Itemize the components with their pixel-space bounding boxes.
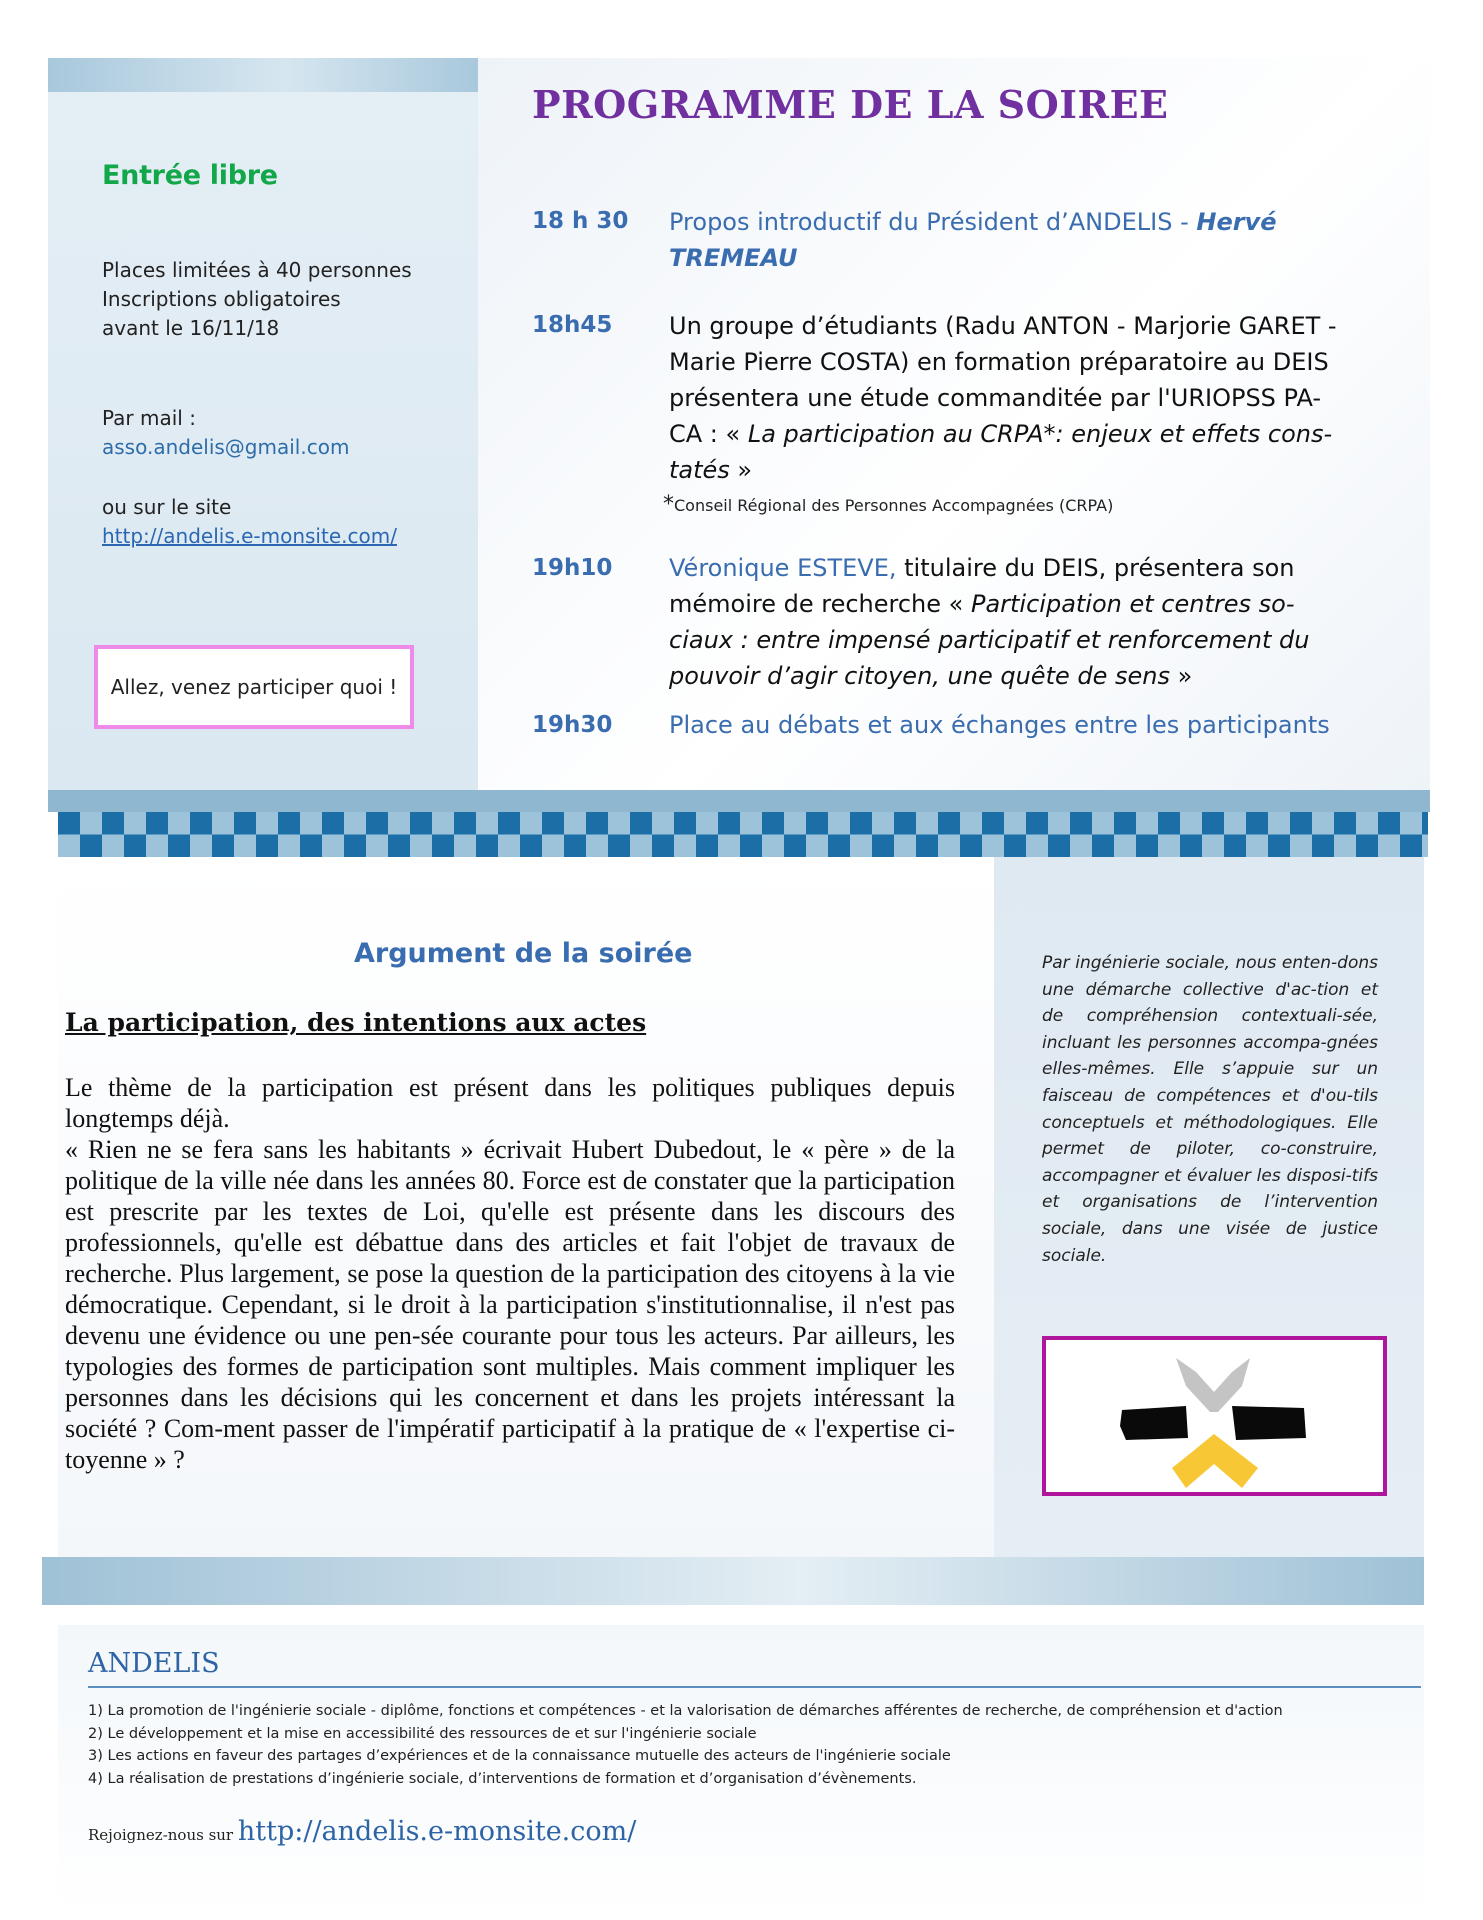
argument-paragraph: « Rien ne se fera sans les habitants » écrivait Hubert Dubedout, le « père » de la politique de la ville née dans les années 80. Force est de constater que la participation est prescrite par les textes de Loi, qu'elle est présente dans les discours des professionnels, qu'elle est débattue dans des articles et fait l'objet de travaux de recherche. Plus largement, se pose la question de la participation des citoyens à la vie démocratique. Cependant, si le droit à la participation s'institutionnalise, il n'est pas devenu une évidence ou une pen-sée courante pour tous les acteurs. Par ailleurs, les typologies des formes de participation sont multiples. Mais comment impliquer les personnes dans les décisions qui les concernent et dans les projets intéressant la société ? Com-ment passer de l'impératif participatif à la pratique de « l'expertise ci-toyenne » ? [65, 1135, 955, 1474]
argument-paragraph: Le thème de la participation est présent dans les politiques publiques depuis longtemps déjà. [65, 1073, 955, 1133]
decor-band [48, 790, 1430, 812]
mail-info [102, 404, 349, 462]
argument-body [65, 1072, 955, 1475]
andelis-logo [1046, 1340, 1383, 1492]
footer-org-name: ANDELIS [88, 1648, 220, 1679]
callout-text: Allez, venez participer quoi ! [110, 675, 398, 699]
top-decor-bar [48, 58, 478, 92]
mail-label: Par mail : [102, 406, 196, 430]
program-item-desc [669, 550, 1339, 694]
entry-free-heading: Entrée libre [102, 160, 278, 191]
program-title: PROGRAMME DE LA SOIREE [532, 82, 1169, 127]
program-item-text: titulaire du DEIS, présentera son mémoire de recherche « [669, 554, 1295, 618]
footnote-star: * [663, 492, 674, 517]
argument-title: Argument de la soirée [354, 938, 693, 969]
places-info [102, 256, 412, 343]
program-item-desc [669, 707, 1339, 743]
mission-item: 4) La réalisation de prestations d’ingénierie sociale, d’interventions de formation et d’organisation d’évènements. [88, 1770, 917, 1787]
site-label: ou sur le site [102, 495, 232, 519]
join-url-link[interactable]: http://andelis.e-monsite.com/ [237, 1816, 637, 1847]
program-item-text-end: » [1170, 662, 1193, 690]
program-footnote [663, 492, 1113, 517]
program-time: 19h10 [532, 555, 613, 581]
program-item-text-end: » [729, 456, 753, 484]
site-link[interactable]: http://andelis.e-monsite.com/ [102, 524, 397, 548]
mission-item: 1) La promotion de l'ingénierie sociale - diplôme, fonctions et compétences - et la valorisation de démarches afférentes de recherche, de compréhension et d'action [88, 1703, 1283, 1719]
mission-item: 2) Le développement et la mise en accessibilité des ressources de et sur l'ingénierie sociale [88, 1725, 757, 1742]
program-item-text: Place au débats et aux échanges entre les participants [669, 711, 1330, 739]
join-label: Rejoignez-nous sur [88, 1826, 238, 1844]
program-item-speaker: Hervé TREMEAU [669, 208, 1277, 272]
footer-missions [88, 1700, 1418, 1790]
argument-subtitle: La participation, des intentions aux actes [65, 1008, 647, 1037]
places-line: avant le 16/11/18 [102, 316, 280, 340]
checker-svg [58, 812, 1428, 857]
footer-divider [88, 1686, 1421, 1688]
places-line: Places limitées à 40 personnes [102, 258, 412, 282]
andelis-logo-box [1042, 1336, 1387, 1496]
program-item-thesis-title: Participation et centres so-ciaux : entre impensé participatif et renforcement du pouvoir d’agir citoyen, une quête de sens [669, 590, 1310, 690]
program-time: 18 h 30 [532, 208, 629, 234]
program-item-text: Propos introductif du Président d’ANDELIS - [669, 208, 1197, 236]
footnote-text: Conseil Régional des Personnes Accompagnées (CRPA) [674, 496, 1114, 515]
site-info [102, 493, 397, 551]
program-time: 19h30 [532, 712, 613, 738]
bottom-decor-bar [42, 1557, 1424, 1605]
definition-text: Par ingénierie sociale, nous enten-dons une démarche collective d'ac-tion et de compréhension contextuali-sée, incluant les personnes accompa-gnées elles-mêmes. Elle s’appuie sur un faisceau de compétences et d'ou-tils conceptuels et méthodologiques. Elle permet de piloter, co-construire, accompagner et évaluer les disposi-tifs et organisations de l’intervention sociale, dans une visée de justice sociale. [1042, 953, 1378, 1266]
checker-pattern [58, 812, 1428, 857]
callout-box [94, 645, 414, 729]
program-time: 18h45 [532, 312, 613, 338]
program-item-speaker: Véronique ESTEVE, [669, 554, 897, 582]
program-item-text: Un groupe d’étudiants (Radu ANTON - Marjorie GARET - Marie Pierre COSTA) en formation préparatoire au DEIS présentera une étude commanditée par l'URIOPSS PA-CA : « [669, 312, 1337, 448]
join-line [88, 1816, 636, 1847]
program-item-study-title: La participation au CRPA*: enjeux et effets cons-tatés [669, 420, 1333, 484]
places-line: Inscriptions obligatoires [102, 287, 341, 311]
program-item-desc [669, 308, 1339, 488]
mail-link[interactable]: asso.andelis@gmail.com [102, 435, 350, 459]
mission-item: 3) Les actions en faveur des partages d’expériences et de la connaissance mutuelle des acteurs de l'ingénierie sociale [88, 1748, 951, 1764]
program-item-desc [669, 204, 1289, 276]
